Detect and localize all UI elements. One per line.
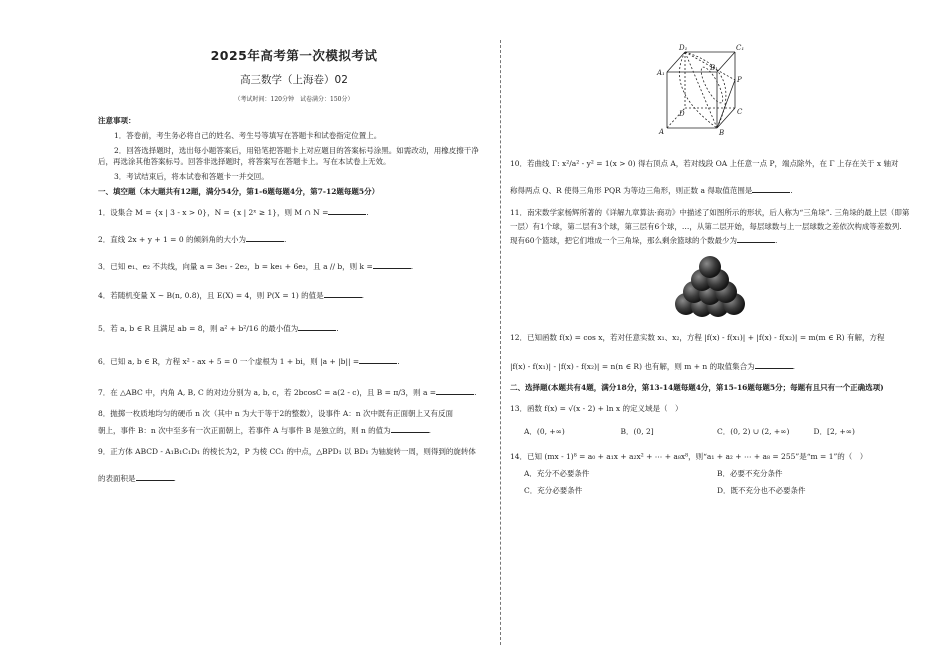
section2-heading: 二、选择题(本题共有4题，满分18分，第13-14题每题4分，第15-16题每题5分；每题有且只有一个正确选项) — [510, 383, 884, 392]
option-b: B．必要不充分条件 — [717, 469, 783, 478]
option-d: D．[2, +∞) — [813, 427, 855, 436]
exam-title: 2025年高考第一次模拟考试 — [210, 48, 378, 63]
question-12: 12．已知函数 f(x) = cos x，若对任意实数 x₁、x₂，方程 |f(x) - f(x₁)| + |f(x) - f(x₂)| = m(m ∈ R) 有解，方程 |f(x) - f(x₁)| - |f(x) - f(x₂)| = n(n ∈ R) 也有解，则 m + n 的取值集合为 . — [510, 332, 910, 372]
ball — [699, 256, 721, 278]
cube-label: P — [737, 76, 742, 84]
question-13 — [510, 403, 910, 437]
question-11: 11．南宋数学家杨辉所著的《详解九章算法·商功》中描述了如图所示的形状，后人称为“三角垛”. 三角垛的最上层（即第一层）有1个球，第二层有3个球，第三层有6个球，…，从第二层开始，每层球数与上一层球数之差依次构成等差数列. 现有60个篮球，把它们堆成一个三角垛，那么剩余篮球的个数最少为 . — [510, 208, 910, 245]
answer-blank — [436, 394, 474, 395]
question-11-text: 11．南宋数学家杨辉所著的《详解九章算法·商功》中描述了如图所示的形状，后人称为“三角垛”. 三角垛的最上层（即第一层）有1个球，第二层有3个球，第三层有6个球，…，从第二层开始，每层球数与上一层球数之差依次构成等差数列. 现有60个篮球，把它们堆成一个三角垛，那么剩余篮球的个数最少为 — [510, 208, 910, 245]
segment-pb — [717, 80, 735, 128]
question-4: 4．若随机变量 X ~ B(n, 0.8)，且 E(X) = 4，则 P(X = 1) 的值是 . — [98, 291, 365, 300]
answer-blank — [246, 241, 284, 242]
answer-blank — [755, 368, 793, 369]
cube-label: B₁ — [710, 64, 718, 72]
question-9-line-2: 的表面积是 — [98, 474, 136, 483]
cube-edge — [717, 108, 735, 128]
exam-info: （考试时间：120分钟 试卷满分：150分） — [234, 96, 354, 103]
answer-blank — [391, 432, 429, 433]
question-3-text: 3．已知 e₁、e₂ 不共线，向量 a = 3e₁ - 2e₂，b = ke₁ + 6e₂，且 a // b，则 k = — [98, 262, 373, 271]
option-c: C．(0, 2) ∪ (2, +∞) — [717, 427, 790, 436]
cube-label: D₁ — [679, 44, 688, 52]
question-13-text: 13．函数 f(x) = √(x - 2) + ln x 的定义域是（ ） — [510, 404, 683, 413]
question-8-line-2: 朝上，事件 B：n 次中至多有一次正面朝上，若事件 A 与事件 B 是独立的，则 n 的值为 — [98, 426, 391, 435]
cube-label: A — [659, 128, 665, 136]
section1-heading: 一、填空题（本大题共有12题，满分54分，第1-6题每题4分，第7-12题每题5分） — [98, 187, 380, 196]
answer-blank — [737, 242, 775, 243]
question-1-text: 1．设集合 M = {x | 3 - x > 0}，N = {x | 2ˣ ≥ 1}，则 M ∩ N = — [98, 208, 329, 217]
option-a: A．(0, +∞) — [524, 427, 565, 436]
question-6-text: 6．已知 a, b ∈ R，方程 x² - ax + 5 = 0 一个虚根为 1 + bi，则 |a + |b|| = — [98, 357, 360, 366]
option-b: B．(0, 2] — [620, 427, 654, 436]
exam-subtitle: 高三数学（上海卷）02 — [240, 74, 348, 86]
cube-label: C — [737, 108, 743, 116]
answer-blank — [328, 214, 366, 215]
answer-blank — [359, 363, 397, 364]
question-9-line-1: 9．正方体 ABCD - A₁B₁C₁D₁ 的棱长为2，P 为棱 CC₁ 的中点，△BPD₁ 以 BD₁ 为轴旋转一周，则得到的旋转体 — [98, 447, 476, 456]
option-a: A．充分不必要条件 — [524, 469, 590, 478]
question-10-line-1: 10．若曲线 Γ: x²/a² - y² = 1(x > 0) 得右顶点 A，若对线段 OA 上任意一点 P，端点除外，在 Γ 上存在关于 x 轴对 — [510, 159, 899, 168]
notes-heading: 注意事项： — [98, 116, 136, 125]
ball-pyramid-figure — [670, 254, 750, 320]
question-3: 3．已知 e₁、e₂ 不共线，向量 a = 3e₁ - 2e₂，b = ke₁ + 6e₂，且 a // b，则 k = . — [98, 262, 414, 271]
cube-label: B — [719, 129, 725, 136]
cube-label: D — [679, 110, 685, 118]
answer-blank — [298, 330, 336, 331]
question-9: 9．正方体 ABCD - A₁B₁C₁D₁ 的棱长为2，P 为棱 CC₁ 的中点，△BPD₁ 以 BD₁ 为轴旋转一周，则得到的旋转体 的表面积是 . — [98, 446, 490, 484]
question-8-line-1: 8．抛掷一枚质地均匀的硬币 n 次（其中 n 为大于等于2的整数），设事件 A：n 次中既有正面朝上又有反面 — [98, 409, 454, 418]
option-d: D．既不充分也不必要条件 — [717, 486, 806, 495]
question-5: 5．若 a, b ∈ R 且满足 ab = 8，则 a² + b²/16 的最小值为 . — [98, 324, 339, 333]
question-14-text: 14．已知 (mx - 1)⁸ = a₀ + a₁x + a₂x² + ⋯ + a₈x⁸，则“a₁ + a₂ + ⋯ + a₈ = 255”是“m = 1”的（ ） — [510, 452, 868, 461]
question-12-line-2: |f(x) - f(x₁)| - |f(x) - f(x₂)| = n(n ∈ R) 也有解，则 m + n 的取值集合为 — [510, 362, 755, 371]
cube-label: C₁ — [736, 44, 745, 52]
note-item-3: 3．考试结束后，将本试卷和答题卡一并交回。 — [114, 172, 269, 181]
answer-blank — [373, 268, 411, 269]
question-4-text: 4．若随机变量 X ~ B(n, 0.8)，且 E(X) = 4，则 P(X = 1) 的值是 — [98, 291, 324, 300]
note-item-1: 1．答卷前，考生务必将自己的姓名、考生号等填写在答题卡和试卷指定位置上。 — [114, 131, 382, 140]
question-5-text: 5．若 a, b ∈ R 且满足 ab = 8，则 a² + b²/16 的最小值为 — [98, 324, 299, 333]
question-10: 10．若曲线 Γ: x²/a² - y² = 1(x > 0) 得右顶点 A，若对线段 OA 上任意一点 P，端点除外，在 Γ 上存在关于 x 轴对 称得两点 Q、R 使得三角形 PQR 为等边三角形，则正数 a 得取值范围是 . — [510, 158, 910, 196]
question-8: 8．抛掷一枚质地均匀的硬币 n 次（其中 n 为大于等于2的整数），设事件 A：n 次中既有正面朝上又有反面 朝上，事件 B：n 次中至多有一次正面朝上，若事件 A 与事件 B 是独立的，则 n 的值为 . — [98, 408, 490, 436]
note-item-2: 2．回答选择题时，选出每小题答案后，用铅笔把答题卡上对应题目的答案标号涂黑。如需改动，用橡皮擦干净后，再选涂其他答案标号。回答非选择题时，将答案写在答题卡上。写在本试卷上无效。 — [98, 146, 479, 166]
question-2-text: 2．直线 2x + y + 1 = 0 的倾斜角的大小为 — [98, 235, 246, 244]
column-divider — [500, 40, 501, 645]
question-1: 1．设集合 M = {x | 3 - x > 0}，N = {x | 2ˣ ≥ 1}，则 M ∩ N = . — [98, 208, 369, 217]
question-6: 6．已知 a, b ∈ R，方程 x² - ax + 5 = 0 一个虚根为 1 + bi，则 |a + |b|| = . — [98, 357, 400, 366]
answer-blank — [752, 192, 790, 193]
rotation-curve — [685, 52, 726, 128]
option-c: C．充分必要条件 — [524, 486, 583, 495]
answer-blank — [136, 480, 174, 481]
question-14-options — [510, 468, 910, 496]
right-column — [510, 40, 910, 496]
answer-blank — [324, 297, 362, 298]
cube-label: A₁ — [657, 69, 665, 77]
question-14 — [510, 451, 910, 496]
cube-edge — [667, 52, 685, 72]
cube-figure — [655, 40, 765, 136]
question-13-options — [510, 426, 910, 437]
question-10-line-2: 称得两点 Q、R 使得三角形 PQR 为等边三角形，则正数 a 得取值范围是 — [510, 186, 753, 195]
question-2: 2．直线 2x + y + 1 = 0 的倾斜角的大小为 . — [98, 235, 287, 244]
question-7: 7．在 △ABC 中，内角 A, B, C 的对边分别为 a, b, c，若 2bcosC = a(2 - c)，且 B = π/3，则 a = . — [98, 388, 477, 397]
question-7-text: 7．在 △ABC 中，内角 A, B, C 的对边分别为 a, b, c，若 2bcosC = a(2 - c)，且 B = π/3，则 a = — [98, 388, 437, 397]
left-column — [98, 50, 490, 484]
cube-edge — [717, 52, 735, 72]
question-12-line-1: 12．已知函数 f(x) = cos x，若对任意实数 x₁、x₂，方程 |f(x) - f(x₁)| + |f(x) - f(x₂)| = m(m ∈ R) 有解，方程 — [510, 333, 885, 342]
